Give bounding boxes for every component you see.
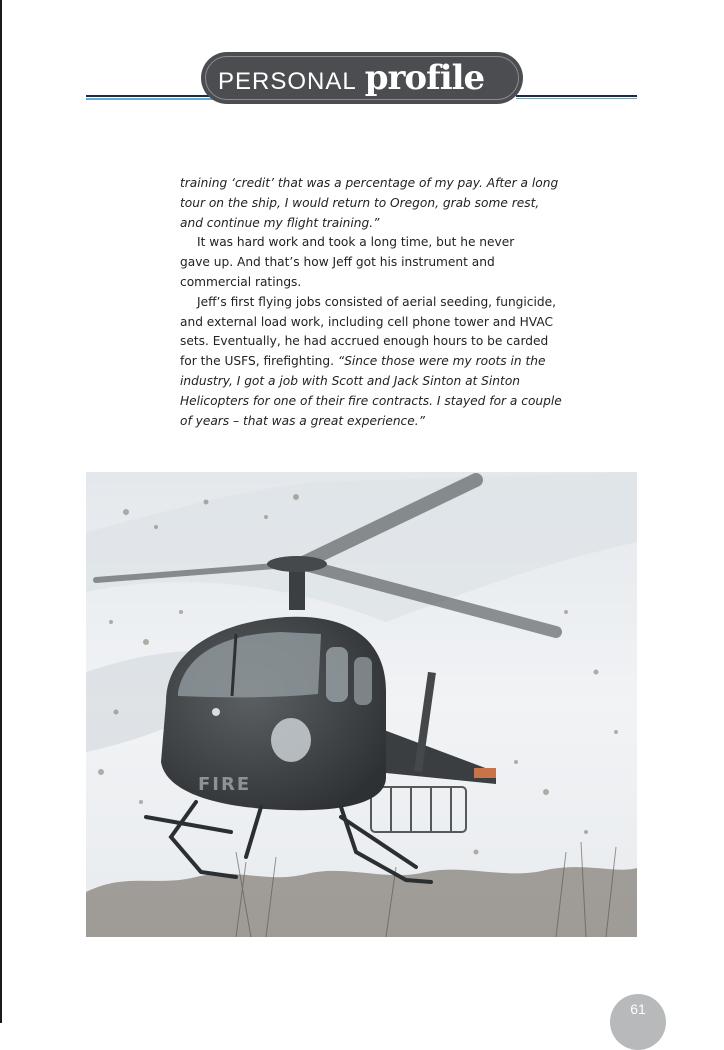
article-line xyxy=(180,214,550,234)
article-line xyxy=(180,392,562,412)
section-header-word-profile: profile xyxy=(364,58,485,98)
article-line xyxy=(180,412,550,432)
body-text: gave up. And that’s how Jeff got his instrument and xyxy=(180,255,495,270)
header-accent-rule-left xyxy=(86,98,216,100)
page-edge-rule xyxy=(0,0,2,1023)
article-line xyxy=(180,332,550,352)
header-rule-right xyxy=(516,95,637,97)
page-number: 61 xyxy=(630,1001,646,1017)
article-line xyxy=(180,313,553,333)
body-text: It was hard work and took a long time, but he never xyxy=(197,235,515,250)
quote-text: and continue my flight training.” xyxy=(180,215,380,230)
quote-text: Helicopters for one of their fire contracts. I stayed for a couple xyxy=(180,393,562,408)
article-line xyxy=(180,372,550,392)
article-line xyxy=(180,174,559,194)
quote-text: tour on the ship, I would return to Oregon, grab some rest, xyxy=(180,195,540,210)
article-line xyxy=(180,273,550,293)
article-line xyxy=(180,194,550,214)
article-line xyxy=(180,352,550,372)
helicopter-photo xyxy=(86,472,637,937)
header-accent-rule-right xyxy=(516,98,637,99)
body-text: for the USFS, firefighting. xyxy=(180,354,338,369)
section-header xyxy=(218,58,484,102)
article-line xyxy=(180,233,550,253)
article-line xyxy=(180,253,550,273)
helicopter-photo-illustration xyxy=(86,472,637,937)
article-line xyxy=(180,293,556,313)
quote-text: “Since those were my roots in the xyxy=(337,354,546,369)
fuselage-lettering: FIRE xyxy=(198,774,252,795)
body-text: and external load work, including cell phone tower and HVAC xyxy=(180,314,553,329)
quote-text: training ‘credit’ that was a percentage of my pay. After a long xyxy=(180,176,559,190)
body-text: sets. Eventually, he had accrued enough hours to be carded xyxy=(180,334,549,349)
header-rule-left xyxy=(86,95,216,97)
body-text: Jeff’s first flying jobs consisted of aerial seeding, fungicide, xyxy=(197,294,556,309)
article-body xyxy=(180,174,562,431)
section-header-word-personal: PERSONAL xyxy=(218,68,357,95)
quote-text: of years – that was a great experience.” xyxy=(180,413,425,428)
body-text: commercial ratings. xyxy=(180,274,302,289)
quote-text: industry, I got a job with Scott and Jack Sinton at Sinton xyxy=(180,373,520,388)
